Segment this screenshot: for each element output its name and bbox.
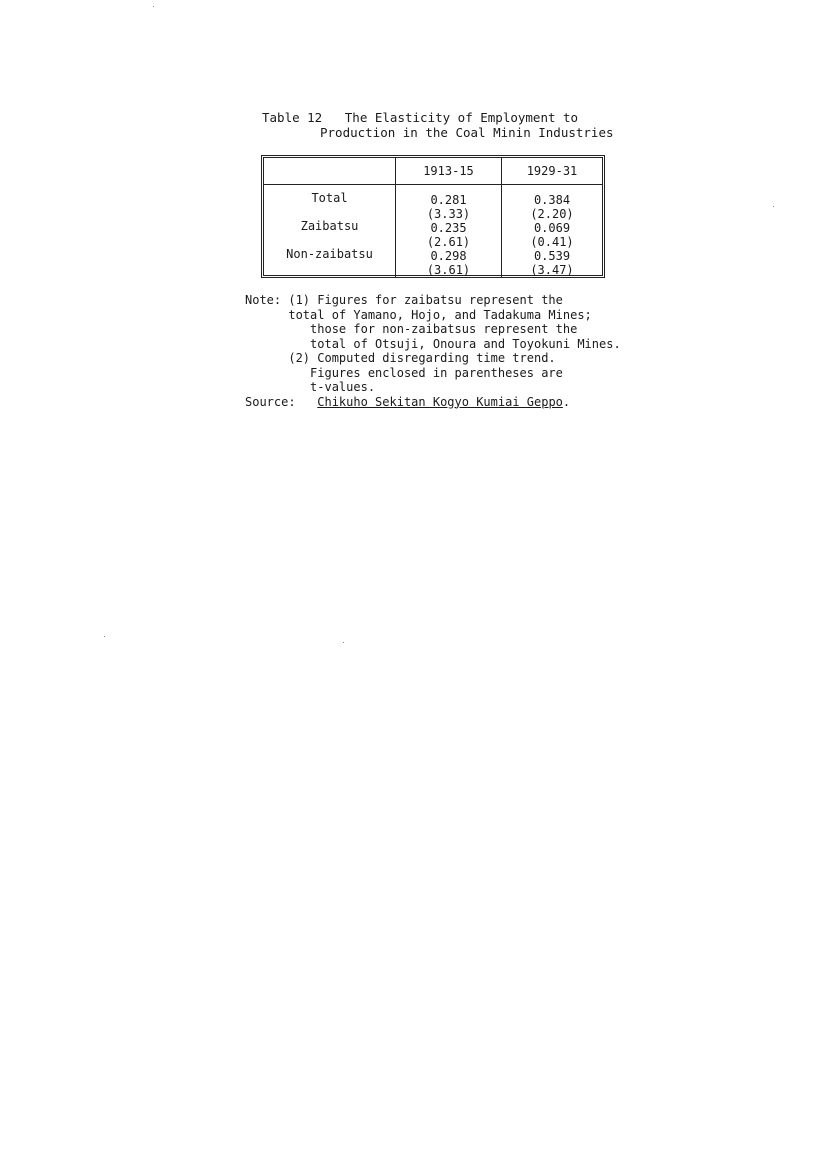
cell-total-1913-tvalue: (3.33) [426,207,471,221]
source-period: . [562,394,571,409]
header-1913-15: 1913-15 [396,158,502,185]
cell-total-1929-tvalue: (2.20) [530,207,574,221]
cell-zaibatsu-1913-tvalue: (2.61) [426,235,471,249]
cell-zaibatsu-1913-value: 0.235 [430,221,467,235]
scan-speck [153,6,154,7]
cell-nonzaibatsu-1929-tvalue: (3.47) [530,263,574,277]
note-1-line-2: total of Yamano, Hojo, and Tadakuma Mines; [245,307,592,322]
note-2-line-3: t-values. [245,380,376,394]
note-1-line-1: Note: (1) Figures for zaibatsu represent the [245,293,563,307]
title-line-1: Table 12 The Elasticity of Employment to [262,110,579,125]
table-header-row [264,158,602,185]
cell-total-1913-value: 0.281 [430,193,467,207]
source-title: Chikuho Sekitan Kogyo Kumiai Geppo [317,394,563,409]
scan-speck [343,642,344,643]
title-line-2: Production in the Coal Minin Industries [320,125,614,140]
scan-speck [773,206,774,207]
note-2-line-1: (2) Computed disregarding time trend. [245,351,556,365]
cell-nonzaibatsu-1929-value: 0.539 [533,249,571,263]
cell-nonzaibatsu-1913-value: 0.298 [430,249,467,263]
header-1929-31: 1929-31 [502,158,603,185]
source-line [245,395,621,410]
scan-speck [104,636,105,637]
cell-nonzaibatsu-1913-tvalue: (3.61) [426,263,471,277]
cell-zaibatsu-1929-value: 0.069 [533,221,571,235]
table-grid [264,158,602,277]
note-2-line-2: Figures enclosed in parentheses are [245,365,563,380]
table-notes [245,293,621,409]
column-1929-31 [502,185,603,278]
table-body [264,185,602,278]
source-label: Source: [245,394,318,409]
column-1913-15 [396,185,502,278]
row-label-zaibatsu: Zaibatsu [300,219,359,233]
note-1-line-4: total of Otsuji, Onoura and Toyokuni Mines. [245,336,621,351]
header-blank [264,158,396,185]
row-labels [264,185,396,278]
table-title [262,110,614,140]
elasticity-table [261,155,605,278]
note-1-line-3: those for non-zaibatsus represent the [245,322,578,336]
cell-total-1929-value: 0.384 [533,193,571,207]
row-label-non-zaibatsu: Non-zaibatsu [286,247,373,261]
cell-zaibatsu-1929-tvalue: (0.41) [530,235,574,249]
row-label-total: Total [311,191,348,205]
